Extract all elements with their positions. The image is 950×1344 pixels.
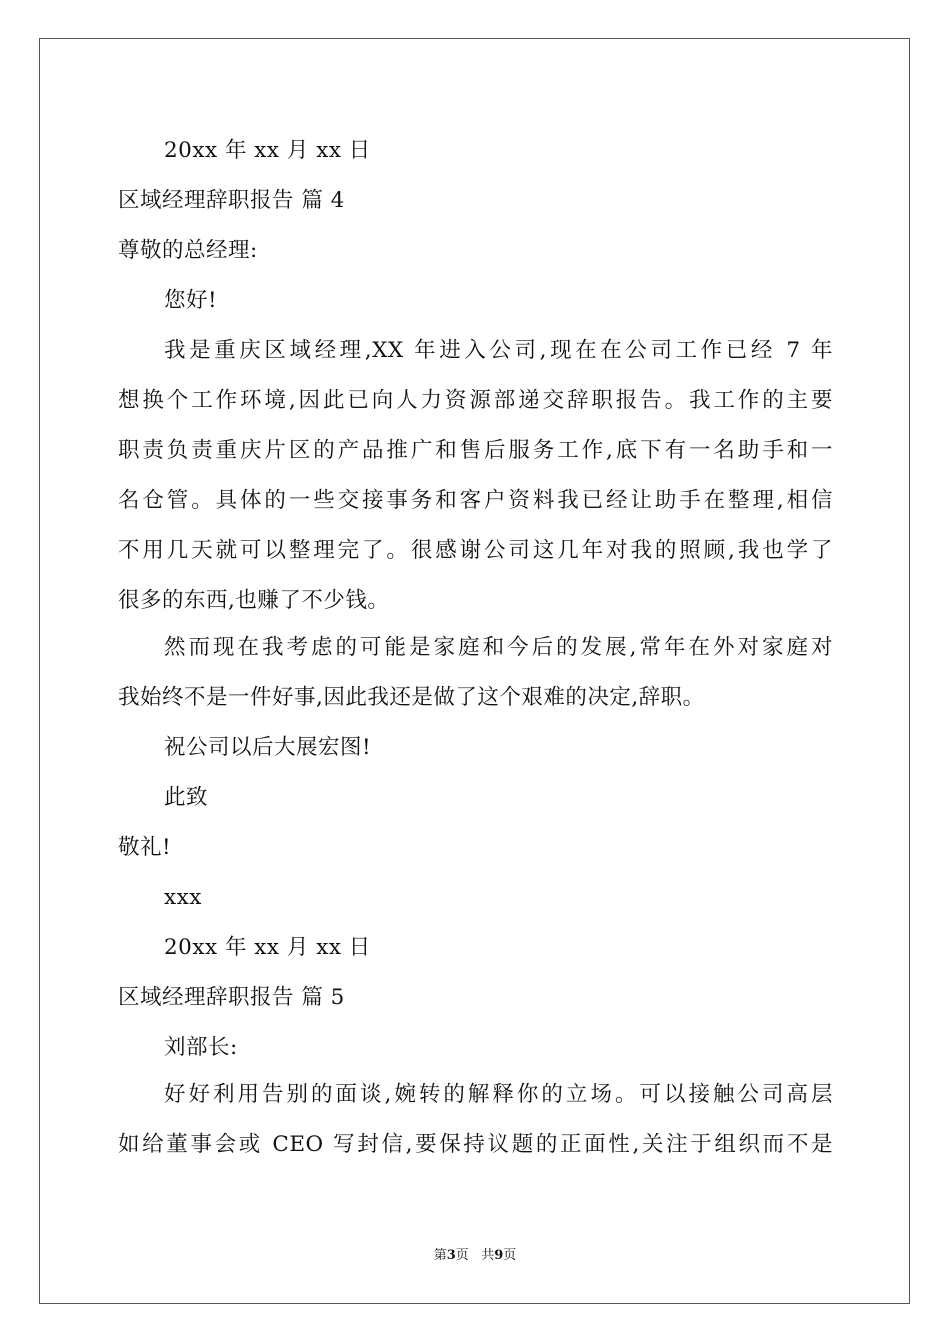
salutation: 尊敬的总经理:: [118, 238, 258, 263]
section-title-5: 区域经理辞职报告 篇 5: [118, 985, 345, 1010]
regards-line: 敬礼!: [118, 835, 172, 860]
body-text-line: 然而现在我考虑的可能是家庭和今后的发展,常年在外对家庭对: [164, 635, 833, 660]
footer-prefix: 第: [433, 1248, 447, 1263]
footer-suffix: 页: [503, 1248, 517, 1263]
body-text-line: 名仓管。具体的一些交接事务和客户资料我已经让助手在整理,相信: [118, 488, 833, 513]
body-text-line: 很多的东西,也赚了不少钱。: [118, 588, 390, 613]
date-line: 20xx 年 xx 月 xx 日: [164, 935, 371, 960]
body-text-line: 如给董事会或 CEO 写封信,要保持议题的正面性,关注于组织而不是: [118, 1132, 833, 1157]
footer-middle: 页 共: [455, 1248, 495, 1263]
greeting: 您好!: [164, 288, 218, 313]
page-border: [39, 38, 910, 1304]
date-line: 20xx 年 xx 月 xx 日: [164, 138, 371, 163]
body-text-line: 想换个工作环境,因此已向人力资源部递交辞职报告。我工作的主要: [118, 388, 833, 413]
body-text-line: 不用几天就可以整理完了。很感谢公司这几年对我的照顾,我也学了: [118, 538, 833, 563]
closing-line: 此致: [164, 785, 209, 810]
page-footer: [0, 1247, 950, 1265]
salutation: 刘部长:: [164, 1035, 238, 1060]
current-page-number: 3: [446, 1248, 456, 1263]
body-text-line: 好好利用告别的面谈,婉转的解释你的立场。可以接触公司高层: [164, 1082, 833, 1107]
wish-line: 祝公司以后大展宏图!: [164, 735, 372, 760]
total-pages-number: 9: [494, 1248, 504, 1263]
body-text-line: 职责负责重庆片区的产品推广和售后服务工作,底下有一名助手和一: [118, 438, 833, 463]
section-title-4: 区域经理辞职报告 篇 4: [118, 188, 345, 213]
body-text-line: 我是重庆区域经理,XX 年进入公司,现在在公司工作已经 7 年: [164, 338, 833, 363]
signature-line: xxx: [164, 885, 202, 910]
body-text-line: 我始终不是一件好事,因此我还是做了这个艰难的决定,辞职。: [118, 685, 705, 710]
